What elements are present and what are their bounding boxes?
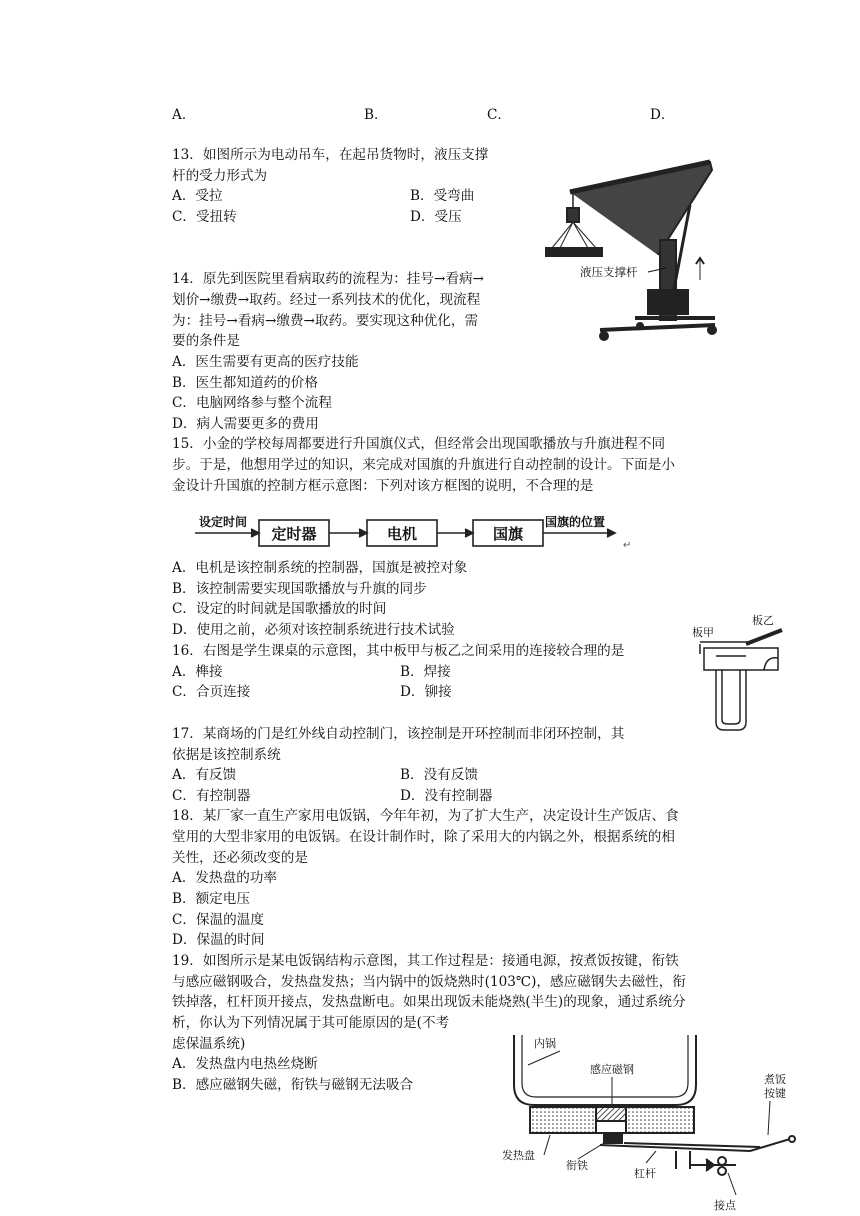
- q19-option-a: A．发热盘内电热丝烧断: [172, 1056, 318, 1072]
- q17-stem-line: 依据是该控制系统: [172, 747, 281, 763]
- diagram-input-label: 设定时间: [199, 515, 248, 529]
- q18-stem-line: 堂用的大型非家用的电饭锅。在设计制作时，除了采用大的内锅之外，根据系统的相: [172, 829, 675, 845]
- q17-option-a: A．有反馈: [172, 767, 237, 783]
- q14-stem-line: 要的条件是: [172, 333, 240, 349]
- q12-option-a: A．: [172, 107, 196, 123]
- q15-option-c: C．设定的时间就是国歌播放的时间: [172, 601, 387, 617]
- hydraulic-rod-label: 液压支撑杆: [580, 265, 638, 279]
- board-b-label: 板乙: [752, 614, 774, 627]
- diagram-output-label: 国旗的位置: [545, 515, 606, 529]
- q19-stem-line: 虑保温系统): [172, 1036, 246, 1052]
- q18-option-b: B．额定电压: [172, 891, 250, 907]
- crane-figure: [540, 150, 720, 350]
- q13-option-c: C．受扭转: [172, 209, 237, 225]
- q14-stem-line: 14．原先到医院里看病取药的流程为：挂号→看病→: [172, 271, 484, 287]
- q12-option-c: C．: [487, 107, 511, 123]
- q19-stem-line: 19．如图所示是某电饭锅结构示意图，其工作过程是：接通电源，按煮饭按键，衔铁: [172, 953, 679, 969]
- rice-cooker-figure: [500, 1035, 800, 1213]
- q19-stem-line: 析，你认为下列情况属于其可能原因的是(不考: [172, 1015, 450, 1031]
- q15-stem-line: 金设计升国旗的控制方框示意图：下列对该方框图的说明，不合理的是: [172, 478, 594, 494]
- heater-label: 发热盘: [502, 1149, 535, 1162]
- q15-stem-line: 步。于是，他想用学过的知识，来完成对国旗的升旗进行自动控制的设计。下面是小: [172, 457, 675, 473]
- armature-label: 衔铁: [566, 1159, 588, 1172]
- board-a-label: 板甲: [692, 626, 714, 639]
- q16-option-a: A．榫接: [172, 664, 223, 680]
- q14-option-d: D．病人需要更多的费用: [172, 416, 319, 432]
- q15-option-a: A．电机是该控制系统的控制器，国旗是被控对象: [172, 560, 468, 576]
- q15-option-b: B．该控制需要实现国歌播放与升旗的同步: [172, 581, 427, 597]
- q18-stem-line: 关性，还必须改变的是: [172, 850, 308, 866]
- diagram-block-flag: 国旗: [492, 525, 524, 543]
- q17-option-d: D．没有控制器: [400, 788, 493, 804]
- q17-stem-line: 17．某商场的门是红外线自动控制门，该控制是开环控制而非闭环控制，其: [172, 726, 625, 742]
- button-label-line2: 按键: [764, 1087, 786, 1100]
- q12-option-d: D．: [650, 107, 675, 123]
- q14-option-b: B．医生都知道药的价格: [172, 375, 318, 391]
- q18-option-d: D．保温的时间: [172, 932, 265, 948]
- q16-option-c: C．合页连接: [172, 684, 251, 700]
- q16-stem: 16．右图是学生课桌的示意图，其中板甲与板乙之间采用的连接较合理的是: [172, 643, 625, 659]
- q19-stem-line: 铁掉落，杠杆顶开接点，发热盘断电。如果出现饭未能烧熟(半生)的现象，通过系统分: [172, 994, 686, 1010]
- q16-option-b: B．焊接: [400, 664, 451, 680]
- desk-figure: [688, 612, 788, 738]
- q19-option-b: B．感应磁钢失磁，衔铁与磁钢无法吸合: [172, 1077, 414, 1093]
- q13-option-a: A．受拉: [172, 188, 223, 204]
- q17-option-c: C．有控制器: [172, 788, 251, 804]
- lever-label: 杠杆: [634, 1167, 656, 1180]
- q14-stem-line: 为：挂号→看病→缴费→取药。要实现这种优化，需: [172, 313, 479, 329]
- magnet-label: 感应磁钢: [590, 1063, 634, 1076]
- q15-stem-line: 15．小金的学校每周都要进行升国旗仪式，但经常会出现国歌播放与升旗进程不同: [172, 436, 666, 452]
- q18-option-a: A．发热盘的功率: [172, 870, 277, 886]
- diagram-block-timer: 定时器: [271, 525, 317, 543]
- q18-stem-line: 18．某厂家一直生产家用电饭锅，今年年初，为了扩大生产，决定设计生产饭店、食: [172, 808, 679, 824]
- inner-pot-label: 内锅: [534, 1037, 556, 1050]
- q13-option-b: B．受弯曲: [410, 188, 475, 204]
- button-label-line1: 煮饭: [764, 1073, 786, 1086]
- q18-option-c: C．保温的温度: [172, 912, 264, 928]
- q13-stem-line: 13．如图所示为电动吊车，在起吊货物时，液压支撑: [172, 147, 489, 163]
- q15-option-d: D．使用之前，必须对该控制系统进行技术试验: [172, 622, 455, 638]
- q16-option-d: D．铆接: [400, 684, 452, 700]
- q12-option-b: B．: [364, 107, 388, 123]
- flag-control-block-diagram: [195, 510, 645, 550]
- diagram-block-motor: 电机: [386, 525, 418, 543]
- contact-label: 接点: [714, 1199, 736, 1212]
- q14-option-c: C．电脑网络参与整个流程: [172, 395, 332, 411]
- q14-option-a: A．医生需要有更高的医疗技能: [172, 354, 359, 370]
- q13-option-d: D．受压: [410, 209, 462, 225]
- q17-option-b: B．没有反馈: [400, 767, 478, 783]
- q14-stem-line: 划价→缴费→取药。经过一系列技术的优化，现流程: [172, 292, 481, 308]
- paragraph-mark: ↵: [623, 540, 632, 550]
- q19-stem-line: 与感应磁钢吸合，发热盘发热；当内锅中的饭烧熟时(103℃)，感应磁钢失去磁性，衔: [172, 974, 686, 990]
- q13-stem-line: 杆的受力形式为: [172, 168, 268, 184]
